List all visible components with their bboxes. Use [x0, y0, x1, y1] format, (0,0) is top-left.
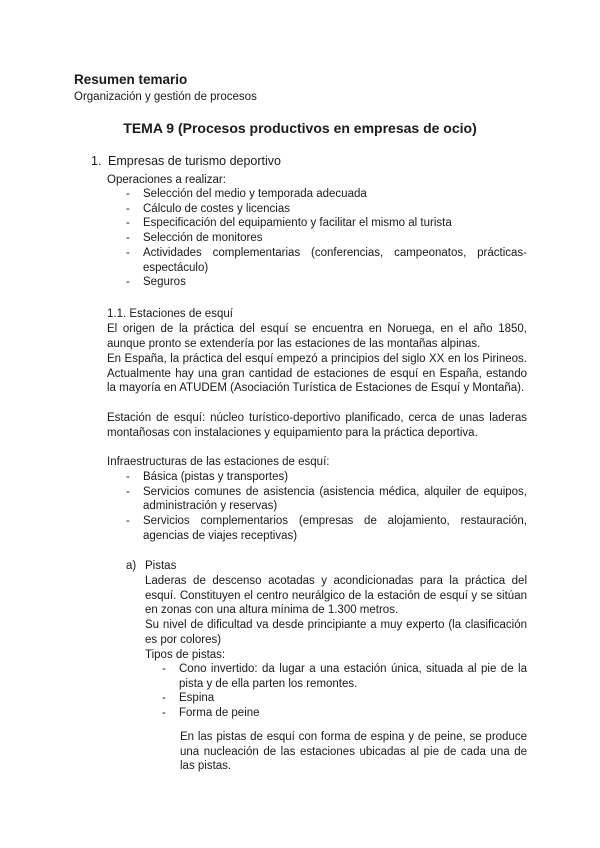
header-title: Resumen temario	[74, 72, 188, 87]
pistas-label: a)	[126, 560, 137, 572]
types-intro: Tipos de pistas:	[145, 649, 226, 661]
section-title: Empresas de turismo deportivo	[108, 154, 281, 168]
list-item: - Actividades complementarias (conferencias, campeonatos, prácticas-espectáculo)	[126, 246, 527, 274]
list-item: - Cono invertido: da lugar a una estación única, situada al pie de la pista y de ella parten los remontes.	[162, 663, 527, 690]
section-number: 1.	[91, 154, 102, 168]
paragraph-origin: El origen de la práctica del esquí se encuentra en Noruega, en el año 1850, aunque pronto se extendería por las estaciones de las montañas alpinas.	[107, 323, 527, 350]
list-item: - Selección de monitores	[126, 232, 263, 245]
main-title: TEMA 9 (Procesos productivos en empresas de ocio)	[123, 120, 477, 136]
section-heading	[91, 154, 281, 168]
header-subtitle: Organización y gestión de procesos	[74, 91, 257, 103]
operations-intro: Operaciones a realizar:	[107, 174, 226, 186]
subsection-title: 1.1. Estaciones de esquí	[107, 308, 233, 320]
list-item: - Servicios comunes de asistencia (asistencia médica, alquiler de equipos, administración y reservas)	[126, 485, 527, 513]
list-item: - Selección del medio y temporada adecuada	[126, 188, 367, 200]
list-item: - Cálculo de costes y licencias	[126, 202, 291, 215]
pistas-note: En las pistas de esquí con forma de espina y de peine, se produce una nucleación de las estaciones ubicadas al pie de cada una de las pistas.	[180, 731, 527, 773]
paragraph-spain: En España, la práctica del esquí empezó a principios del siglo XX en los Pirineos. Actualmente hay una gran cantidad de estaciones de esquí en España, estando la mayoría en ATUDEM (Asociación Turística de Estaciones de Esquí y Montaña).	[107, 353, 527, 395]
paragraph-definition: Estación de esquí: núcleo turístico-deportivo planificado, cerca de unas laderas montañosas con instalaciones y equipamiento para la práctica deportiva.	[107, 412, 527, 439]
list-item: - Especificación del equipamiento y facilitar el mismo al turista	[126, 217, 452, 230]
list-item: - Espina	[162, 692, 215, 705]
pistas-heading	[126, 559, 176, 574]
infra-intro: Infraestructuras de las estaciones de esquí:	[107, 456, 330, 468]
list-item: - Básica (pistas y transportes)	[126, 471, 289, 483]
pistas-title: Pistas	[145, 560, 177, 572]
list-item: - Forma de peine	[162, 707, 260, 720]
infra-list	[126, 470, 527, 544]
operations-list	[126, 187, 527, 290]
list-item: - Servicios complementarios (empresas de alojamiento, restauración, agencias de viajes receptivas)	[126, 515, 527, 542]
pistas-difficulty: Su nivel de dificultad va desde principiante a muy experto (la clasificación es por colores)	[145, 619, 527, 646]
types-list	[162, 662, 527, 721]
pistas-description: Laderas de descenso acotadas y acondicionadas para la práctica del esquí. Constituyen el centro neurálgico de la estación de esquí y se sitúan en zonas con una altura mínima de 1.300 metros.	[145, 575, 527, 617]
list-item: - Seguros	[126, 276, 186, 289]
